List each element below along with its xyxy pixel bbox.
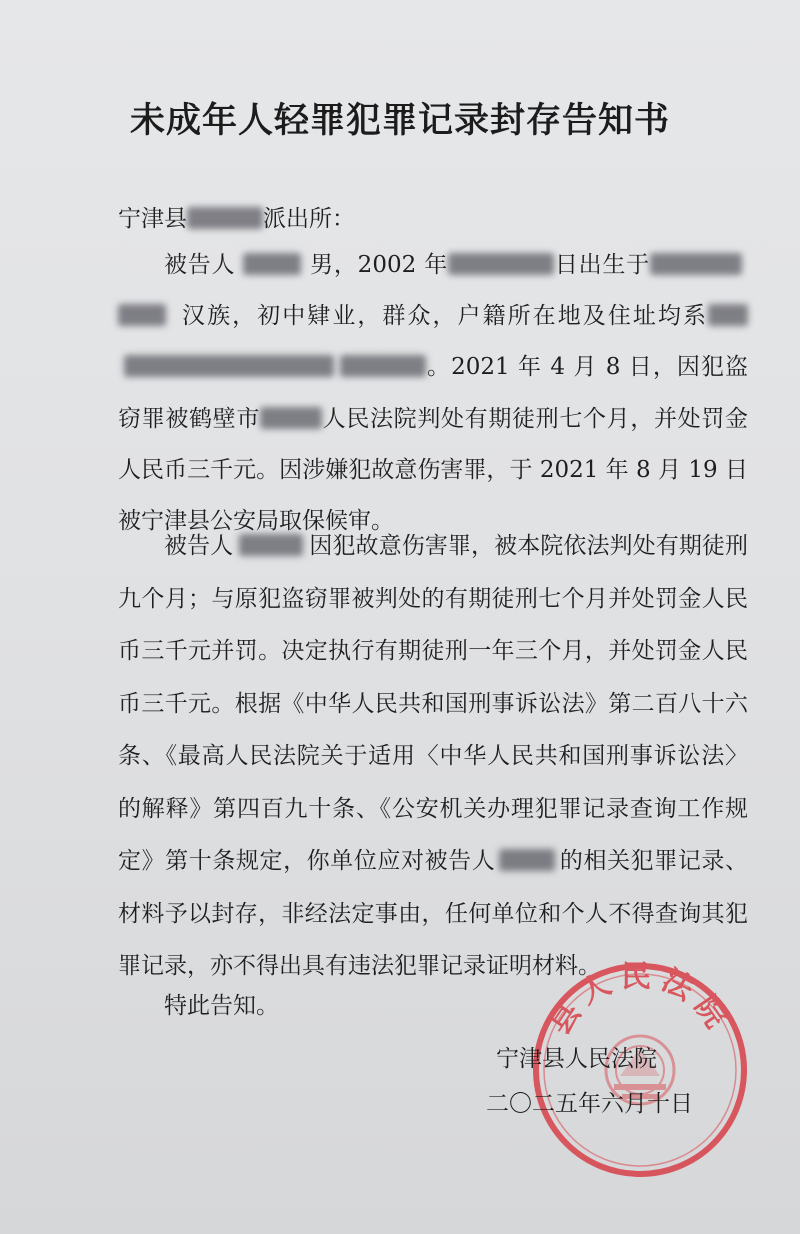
p1-text-6: 人民法院判处有期徒刑七个月，并处罚金人民币三千元。因涉嫌犯故意伤害罪，于 2021 年 8 月 19 日被宁津县公安局取保候审。 bbox=[118, 405, 749, 535]
p1-text-1: 被告人 bbox=[164, 252, 236, 278]
redacted-address bbox=[124, 355, 334, 377]
redacted-address-2 bbox=[340, 355, 426, 377]
addressee-station: 派出所： bbox=[263, 206, 355, 232]
addressee-county: 宁津县 bbox=[118, 206, 187, 232]
signature-date: 二〇二五年六月十日 bbox=[486, 1091, 693, 1117]
paragraph-judgment bbox=[118, 520, 748, 993]
p1-text-3: 日出生于 bbox=[554, 252, 650, 278]
p1-text-5: 。2021 年 4 月 8 日，因犯盗窃罪被鹤壁市 bbox=[118, 354, 748, 432]
closing-line: 特此告知。 bbox=[164, 993, 279, 1019]
seal-text: 县人民法院 bbox=[542, 960, 738, 1041]
p2-text-1: 被告人 bbox=[164, 533, 234, 559]
svg-text:县人民法院 bbox=[542, 960, 737, 1041]
redacted-name bbox=[243, 253, 301, 275]
signature-court: 宁津县人民法院 bbox=[496, 1046, 657, 1072]
document-title: 未成年人轻罪犯罪记录封存告知书 bbox=[129, 101, 670, 141]
redacted-court-district bbox=[260, 407, 322, 429]
redacted-name-2 bbox=[239, 534, 303, 556]
redacted-address-end bbox=[708, 304, 748, 326]
p1-text-4: 汉族，初中肄业，群众，户籍所在地及住址均系 bbox=[180, 303, 708, 330]
p1-text-2: 男，2002 年 bbox=[309, 252, 449, 278]
redacted-location bbox=[187, 207, 263, 229]
p2-text-2: 因犯故意伤害罪，被本院依法判处有期徒刑九个月；与原犯盗窃罪被判处的有期徒刑七个月并处罚金人民币三千元并罚。决定执行有期徒刑一年三个月，并处罚金人民币三千元。根据《中华人民共和国刑事诉讼法》第二百八十六条、《最高人民法院关于适用〈中华人民共和国刑事诉讼法〉的解释》第四百九十条、《公安机关办理犯罪记录查询工作规定》第十条规定，你单位应对被告人 bbox=[118, 533, 749, 874]
redacted-name-3 bbox=[499, 849, 555, 871]
addressee-line bbox=[118, 200, 748, 233]
redacted-birthplace-2 bbox=[118, 304, 166, 326]
paragraph-defendant-info bbox=[118, 240, 748, 547]
redacted-birthdate bbox=[448, 253, 554, 275]
p2-text-3: 的相关犯罪记录、材料予以封存，非经法定事由，任何单位和个人不得查询其犯罪记录，亦不得出具有违法犯罪记录证明材料。 bbox=[118, 848, 749, 979]
redacted-birthplace bbox=[650, 253, 742, 275]
